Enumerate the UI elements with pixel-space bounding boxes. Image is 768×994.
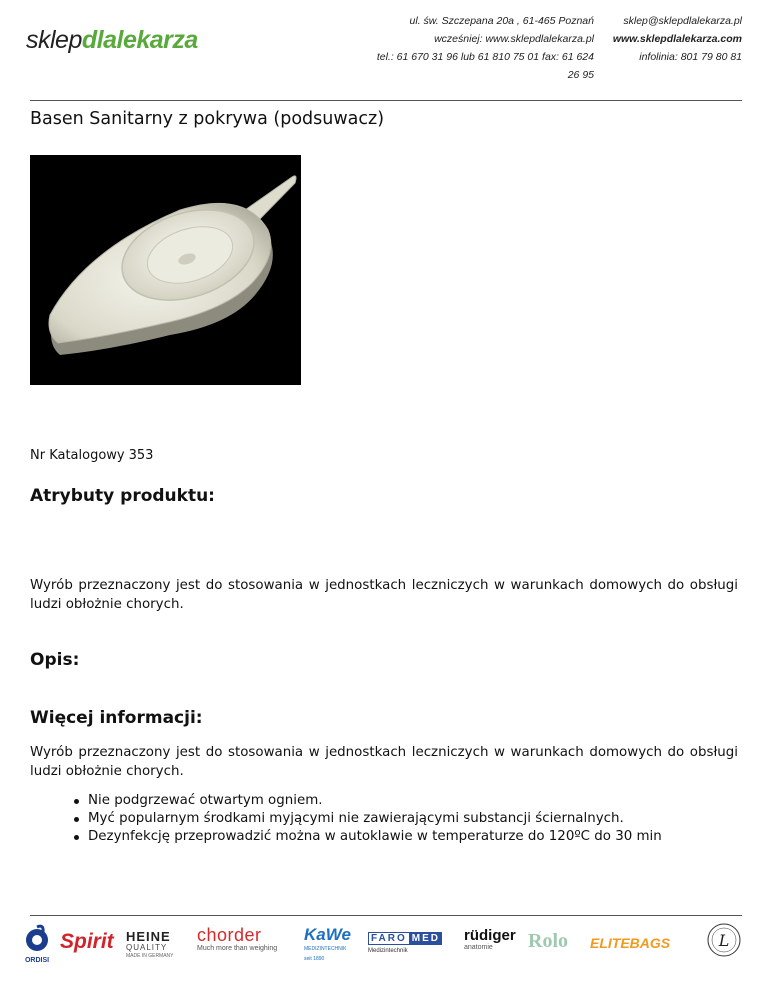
description-heading: Opis: <box>30 650 80 670</box>
header-divider <box>30 100 742 101</box>
brand-faromed[interactable] <box>368 932 442 954</box>
rudiger-sub: anatomie <box>464 944 493 951</box>
brand-rudiger[interactable] <box>464 927 516 954</box>
faromed-sub: Medizintechnik <box>368 948 408 954</box>
kawe-sub: MEDIZINTECHNIK <box>304 946 347 952</box>
store-logo[interactable] <box>26 26 198 55</box>
faromed-label-a: FARO <box>368 932 410 945</box>
rudiger-label: rüdiger <box>464 927 516 944</box>
care-instructions-list <box>88 792 662 846</box>
brand-third[interactable]: Rolo <box>528 930 568 952</box>
contact-address-block <box>364 12 594 84</box>
chorder-label: chorder <box>197 925 262 945</box>
more-info-heading: Więcej informacji: <box>30 708 203 728</box>
ordisi-label: ORDISI <box>24 957 50 964</box>
website-link[interactable]: www.sklepdlalekarza.com <box>612 33 742 45</box>
contact-online-block <box>604 12 742 66</box>
address: ul. św. Szczepana 20a , 61-465 Poznań <box>409 15 594 27</box>
brand-spirit[interactable]: Spirit <box>60 930 114 953</box>
kawe-label: KaWe <box>304 925 351 944</box>
brand-ordisi[interactable] <box>22 924 52 964</box>
attributes-heading: Atrybuty produktu: <box>30 486 215 506</box>
logo-text-dlalekarza: dlalekarza <box>81 26 198 54</box>
catalog-number <box>30 448 153 463</box>
attributes-text: Wyrób przeznaczony jest do stosowania w jednostkach leczniczych w warunkach domowych do obsługi ludzi obłożnie chorych. <box>30 578 738 612</box>
list-item: Myć popularnym środkami myjącymi nie zawierającymi substancji ściernalnych. <box>88 810 662 828</box>
heine-label: HEINE <box>126 929 171 944</box>
brand-littmann[interactable] <box>706 922 742 963</box>
list-item: Nie podgrzewać otwartym ogniem. <box>88 792 662 810</box>
brand-elitebags[interactable]: ELITEBAGS <box>590 935 671 951</box>
product-image <box>30 155 301 385</box>
catalog-label: Nr Katalogowy <box>30 448 125 463</box>
brand-chorder[interactable] <box>197 925 278 956</box>
ordisi-icon <box>22 924 52 952</box>
logo-text-sklep: sklep <box>26 26 82 54</box>
list-item: Dezynfekcję przeprowadzić można w autoklawie w temperaturze do 120ºC do 30 min <box>88 829 662 844</box>
product-title: Basen Sanitarny z pokrywa (podsuwacz) <box>30 109 385 129</box>
brand-heine[interactable] <box>126 929 174 961</box>
kawe-since: seit 1890 <box>304 956 325 962</box>
more-info-text: Wyrób przeznaczony jest do stosowania w jednostkach leczniczych w warunkach domowych do obsługi ludzi obłożnie chorych. <box>30 745 738 779</box>
bedpan-illustration <box>30 155 301 385</box>
heine-sub: QUALITY <box>126 943 168 952</box>
littmann-letter: L <box>718 931 730 950</box>
faromed-label-b: MED <box>411 933 441 944</box>
email-link[interactable]: sklep@sklepdlalekarza.pl <box>623 15 742 27</box>
formerly-url: wcześniej: www.sklepdlalekarza.pl <box>434 33 594 45</box>
heine-made: MADE IN GERMANY <box>126 953 174 959</box>
littmann-seal-icon <box>706 922 742 958</box>
catalog-value: 353 <box>128 448 154 463</box>
site-header <box>24 8 744 80</box>
brand-logos-strip <box>22 922 746 972</box>
phone-fax: tel.: 61 670 31 96 lub 61 810 75 01 fax: 61 624 26 95 <box>376 51 594 81</box>
chorder-sub: Much more than weighing <box>197 945 278 952</box>
hotline: infolinia: 801 79 80 81 <box>639 51 742 63</box>
footer-divider <box>30 915 742 916</box>
brand-kawe[interactable] <box>304 926 351 964</box>
